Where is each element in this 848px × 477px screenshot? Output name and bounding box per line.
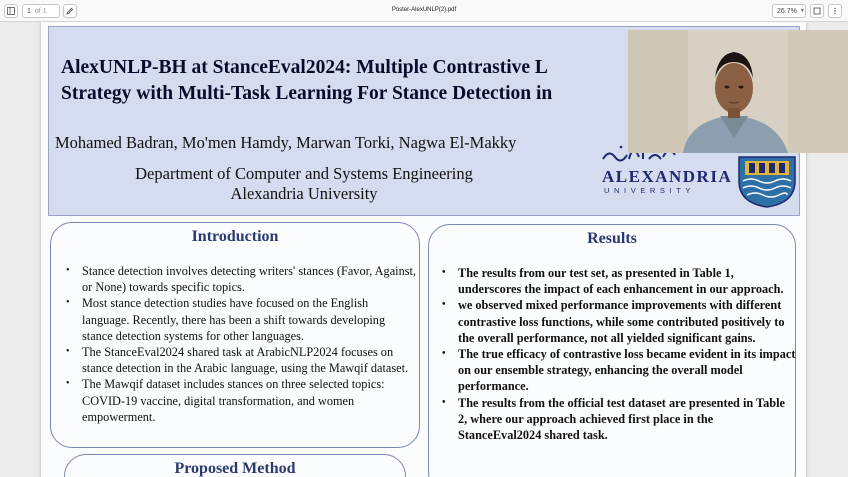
proposed-method-section	[64, 454, 406, 477]
current-page: 1	[27, 7, 31, 15]
list-item: • The StanceEval2024 shared task at ArabicNLP2024 focuses on stance detection in the Arabic language, using the Mawqif dataset.	[61, 344, 417, 376]
chevron-down-icon: ▼	[799, 8, 805, 14]
results-list	[437, 265, 797, 443]
page-total: of 1	[34, 7, 47, 15]
list-item: • The Mawqif dataset includes stances on three selected topics: COVID-19 vaccine, digital transformation, and women empowerment.	[61, 376, 417, 425]
university-name: Alexandria University	[230, 184, 378, 203]
list-item: • we observed mixed performance improvements with different contrastive loss functions, while some contributed positively to the overall performance, not all yielded significant gains.	[437, 297, 797, 346]
university-seal-logo	[735, 155, 799, 209]
logo-subtitle: UNIVERSITY	[604, 186, 696, 195]
more-icon	[831, 7, 839, 15]
zoom-selector[interactable]	[772, 4, 806, 18]
list-item: • The results from the official test dataset are presented in Table 2, where our approach achieved first place in the StanceEval2024 shared task.	[437, 395, 797, 444]
document-filename: Poster-AlexUNLP(2).pdf	[391, 7, 457, 13]
presenter-video-image	[628, 30, 848, 153]
more-options-button[interactable]	[828, 4, 842, 18]
introduction-heading: Introduction	[191, 228, 279, 245]
list-item: • Stance detection involves detecting writers' stances (Favor, Against, or None) towards specific topics.	[61, 263, 417, 295]
introduction-section	[50, 222, 420, 448]
list-item: • The results from our test set, as presented in Table 1, underscores the impact of each enhancement in our approach.	[437, 265, 797, 297]
author-list: Mohamed Badran, Mo'men Hamdy, Marwan Torki, Nagwa El-Makky	[55, 133, 517, 152]
results-section	[428, 224, 796, 477]
list-item: • The true efficacy of contrastive loss became evident in its impact on our ensemble strategy, enhancing the overall model performance.	[437, 346, 797, 395]
pdf-toolbar	[0, 0, 848, 22]
department-name: Department of Computer and Systems Engineering	[135, 164, 473, 183]
list-item: • Most stance detection studies have focused on the English language. Recently, there has been a shift towards developing stance detection systems for other languages.	[61, 295, 417, 344]
introduction-list	[61, 263, 417, 425]
zoom-level: 26.7%	[777, 7, 797, 15]
affiliation	[109, 164, 499, 204]
webcam-overlay[interactable]	[628, 30, 848, 153]
title-line-2: Strategy with Multi-Task Learning For Stance Detection in	[61, 83, 553, 104]
proposed-method-heading: Proposed Method	[174, 460, 296, 477]
fit-page-button[interactable]	[810, 4, 824, 18]
results-heading: Results	[587, 230, 637, 247]
title-line-1: AlexUNLP-BH at StanceEval2024: Multiple Contrastive L	[61, 57, 548, 78]
logo-wordmark: ALEXANDRIA	[602, 167, 733, 186]
fit-page-icon	[813, 7, 821, 15]
